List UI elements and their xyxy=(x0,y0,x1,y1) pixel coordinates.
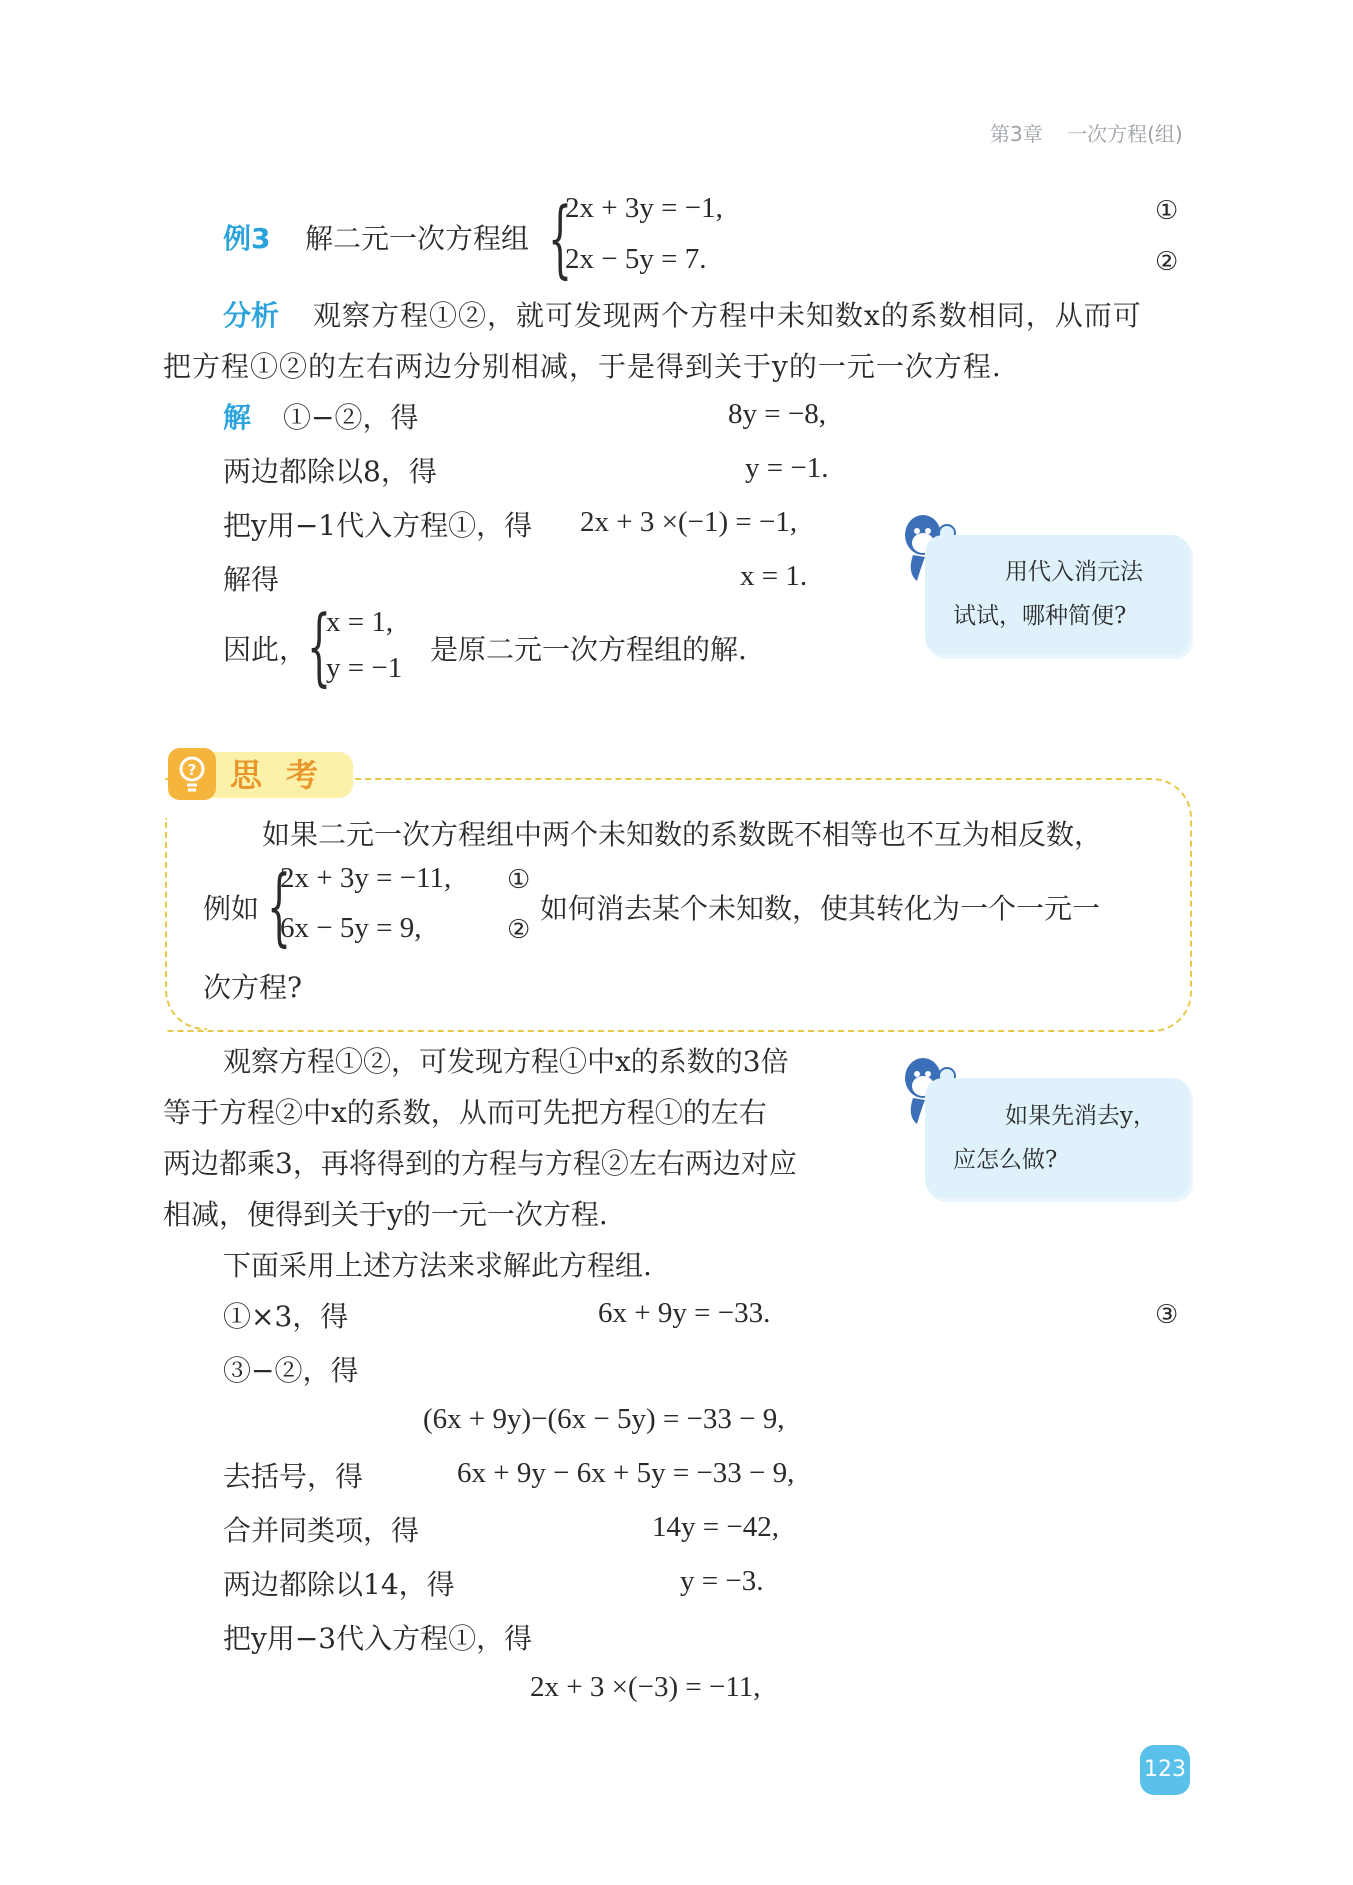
chapter-header xyxy=(990,118,1183,147)
lightbulb-icon xyxy=(168,748,216,800)
think-pre: 例如 xyxy=(203,892,260,925)
step5-text: 两边都除以14，得 xyxy=(223,1568,455,1601)
step4-text: 合并同类项，得 xyxy=(223,1514,420,1547)
example-eq1: 2x + 3y = −1, xyxy=(565,192,723,224)
solution-step4-math: x = 1. xyxy=(740,560,808,592)
solution-step1-text: ①−②，得 xyxy=(283,401,419,434)
step3-text: 去括号，得 xyxy=(223,1460,364,1493)
solution-step4-text: 解得 xyxy=(223,563,280,596)
solution-step3-text: 把y用−1代入方程①，得 xyxy=(223,509,533,542)
conclusion-eq1: x = 1, xyxy=(326,606,394,638)
hint-bubble-2-line1: 如果先消去y， xyxy=(1005,1103,1156,1129)
eq-number-1: ① xyxy=(1155,196,1179,226)
chapter-title: 一次方程(组) xyxy=(1067,122,1183,146)
body-p1-line3: 两边都乘3，再将得到的方程与方程②左右两边对应 xyxy=(163,1147,797,1180)
think-num1: ① xyxy=(507,865,531,895)
svg-text:?: ? xyxy=(187,761,197,779)
think-post: 如何消去某个未知数，使其转化为一个一元一 xyxy=(540,892,1101,925)
body-p1-line2: 等于方程②中x的系数，从而可先把方程①的左右 xyxy=(163,1096,767,1129)
think-brace: { xyxy=(267,857,292,955)
solution-step2-math: y = −1. xyxy=(745,452,829,484)
analysis-label: 分析 xyxy=(223,299,280,332)
solution-step2-text: 两边都除以8，得 xyxy=(223,455,437,488)
think-line1: 如果二元一次方程组中两个未知数的系数既不相等也不互为相反数， xyxy=(262,818,1103,851)
hint-bubble-1-line1: 用代入消元法 xyxy=(1005,559,1143,585)
step4-math: 14y = −42, xyxy=(652,1511,779,1543)
body-p1-line4: 相减，便得到关于y的一元一次方程. xyxy=(163,1198,608,1231)
example-label: 例3 xyxy=(223,222,271,255)
eq-number-3: ③ xyxy=(1155,1300,1179,1330)
step6-math: 2x + 3 ×(−3) = −11, xyxy=(530,1671,761,1703)
page-number: 123 xyxy=(1140,1745,1190,1795)
solution-label: 解 xyxy=(223,401,252,434)
conclusion-eq2: y = −1 xyxy=(326,652,403,684)
hint-bubble-1-line2: 试试，哪种简便? xyxy=(953,603,1127,629)
example-prompt: 解二元一次方程组 xyxy=(305,222,530,255)
solution-step1-math: 8y = −8, xyxy=(728,398,826,430)
example-brace: { xyxy=(548,189,573,287)
think-box-border-left xyxy=(165,818,207,1030)
body-p2: 下面采用上述方法来求解此方程组. xyxy=(223,1249,652,1282)
chapter-number: 第3章 xyxy=(990,122,1043,146)
conclusion-pre: 因此， xyxy=(223,633,308,666)
analysis-line1: 观察方程①②，就可发现两个方程中未知数x的系数相同，从而可 xyxy=(313,299,1142,332)
step2-math: (6x + 9y)−(6x − 5y) = −33 − 9, xyxy=(423,1403,785,1435)
step1-math: 6x + 9y = −33. xyxy=(598,1297,771,1329)
think-line3: 次方程? xyxy=(203,971,303,1004)
conclusion-post: 是原二元一次方程组的解. xyxy=(430,633,747,666)
think-eq1: 2x + 3y = −11, xyxy=(280,862,452,894)
think-eq2: 6x − 5y = 9, xyxy=(280,912,422,944)
step1-text: ①×3，得 xyxy=(223,1300,349,1333)
hint-bubble-2-line2: 应怎么做? xyxy=(953,1147,1058,1173)
think-label: 思考 xyxy=(230,756,343,794)
think-num2: ② xyxy=(507,915,531,945)
eq-number-2: ② xyxy=(1155,247,1179,277)
solution-step3-math: 2x + 3 ×(−1) = −1, xyxy=(580,506,798,538)
step5-math: y = −3. xyxy=(680,1565,764,1597)
step3-math: 6x + 9y − 6x + 5y = −33 − 9, xyxy=(457,1457,795,1489)
step6-text: 把y用−3代入方程①，得 xyxy=(223,1622,533,1655)
conclusion-brace: { xyxy=(307,597,332,695)
step2-text: ③−②，得 xyxy=(223,1354,359,1387)
example-eq2: 2x − 5y = 7. xyxy=(565,243,707,275)
analysis-line2: 把方程①②的左右两边分别相减，于是得到关于y的一元一次方程. xyxy=(163,350,1002,383)
body-p1-line1: 观察方程①②，可发现方程①中x的系数的3倍 xyxy=(223,1045,789,1078)
